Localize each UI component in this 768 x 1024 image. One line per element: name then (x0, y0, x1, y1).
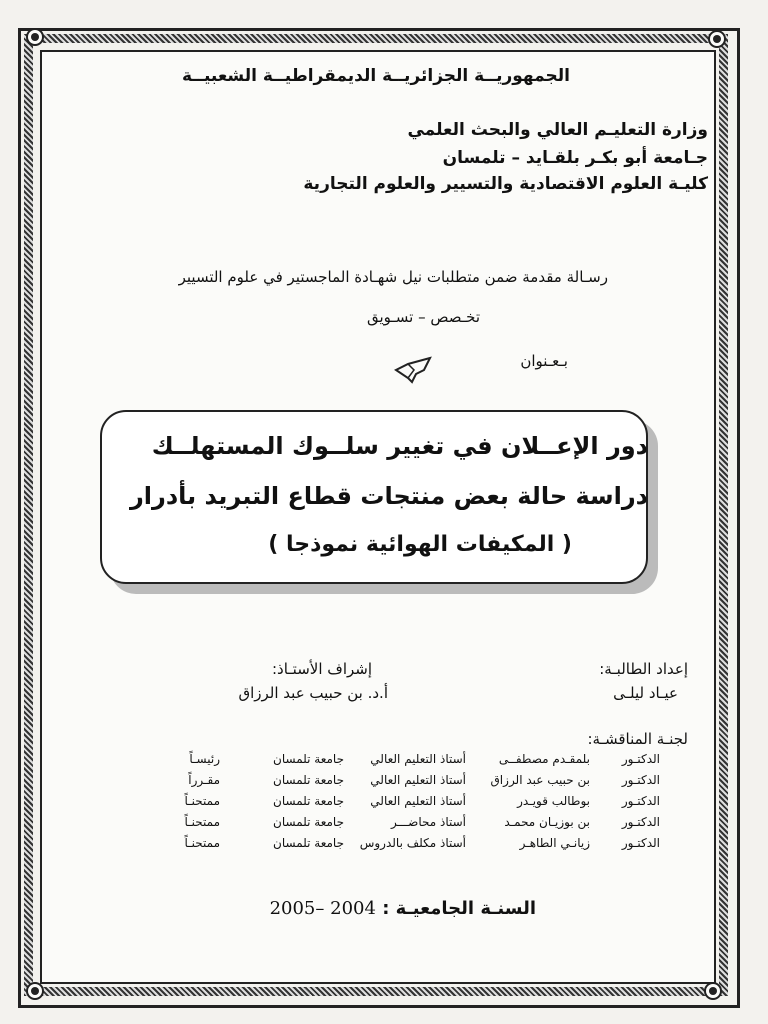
member-university: جامعة تلمسان (273, 794, 344, 808)
member-university: جامعة تلمسان (273, 836, 344, 850)
member-title: الدكتـور (621, 752, 660, 766)
member-role: رئيسـاً (189, 752, 220, 766)
thesis-statement: رسـالة مقدمة ضمن متطلبات نيل شهـادة الماجستير في علوم التسيير (178, 268, 608, 286)
thesis-title-line1: دور الإعــلان في تغيير سلــوك المستهلــك (151, 432, 648, 460)
member-role: ممتحنـاً (184, 815, 220, 829)
committee-label: لجنـة المناقشـة: (587, 730, 688, 748)
committee-row (100, 836, 660, 857)
student-name: عيـاد ليلـى (613, 684, 678, 702)
corner-ornament-icon (708, 30, 726, 48)
specialization: تخـصص – تسـويق (366, 308, 480, 326)
member-name: بوطالب قويـدر (517, 794, 590, 808)
member-rank: أستاذ التعليم العالي (370, 752, 466, 766)
member-role: مقـرراً (188, 773, 220, 787)
committee-list (100, 752, 660, 857)
academic-year-value: 2004 –2005 (269, 898, 376, 919)
thesis-title-line2: دراسة حالة بعض منتجات قطاع التبريد بأدرار (129, 482, 648, 510)
committee-row (100, 815, 660, 836)
member-name: بن حبيب عبد الرزاق (490, 773, 590, 787)
member-university: جامعة تلمسان (273, 773, 344, 787)
committee-row (100, 773, 660, 794)
member-rank: أستاذ مكلف بالدروس (359, 836, 466, 850)
corner-ornament-icon (26, 28, 44, 46)
member-title: الدكتـور (621, 836, 660, 850)
university-heading: جـامعة أبو بكـر بلقـايد – تلمسان (442, 148, 708, 168)
faculty-heading: كليـة العلوم الاقتصادية والتسيير والعلوم التجارية (303, 174, 708, 194)
member-rank: أستاذ محاضـــر (390, 815, 466, 829)
member-name: بلمقـدم مصطفــى (498, 752, 590, 766)
member-role: ممتحنـاً (184, 836, 220, 850)
corner-ornament-icon (26, 982, 44, 1000)
member-university: جامعة تلمسان (273, 752, 344, 766)
committee-row (100, 752, 660, 773)
member-name: زيانـي الطاهـر (519, 836, 590, 850)
member-role: ممتحنـاً (184, 794, 220, 808)
title-label: بـعـنوان (520, 352, 568, 370)
supervisor-name: أ.د. بن حبيب عبد الرزاق (238, 684, 388, 702)
member-title: الدكتـور (621, 815, 660, 829)
pointing-hand-icon (394, 354, 432, 384)
thesis-title-line3: ( المكيفات الهوائية نموذجا ) (268, 532, 572, 557)
academic-year-label: السنـة الجامعيـة : (382, 898, 536, 919)
member-title: الدكتـور (621, 773, 660, 787)
ministry-heading: وزارة التعليـم العالي والبحث العلمي (407, 120, 708, 140)
republic-heading: الجمهوريــة الجزائريــة الديمقراطيــة الشعبيــة (182, 66, 570, 86)
member-university: جامعة تلمسان (273, 815, 344, 829)
committee-row (100, 794, 660, 815)
corner-ornament-icon (704, 982, 722, 1000)
member-rank: أستاذ التعليم العالي (370, 794, 466, 808)
member-rank: أستاذ التعليم العالي (370, 773, 466, 787)
supervision-label: إشراف الأستـاذ: (271, 660, 372, 678)
academic-year (270, 898, 536, 919)
prepared-by-label: إعداد الطالبـة: (599, 660, 688, 678)
member-title: الدكتـور (621, 794, 660, 808)
member-name: بن بوزيـان محمـد (504, 815, 590, 829)
